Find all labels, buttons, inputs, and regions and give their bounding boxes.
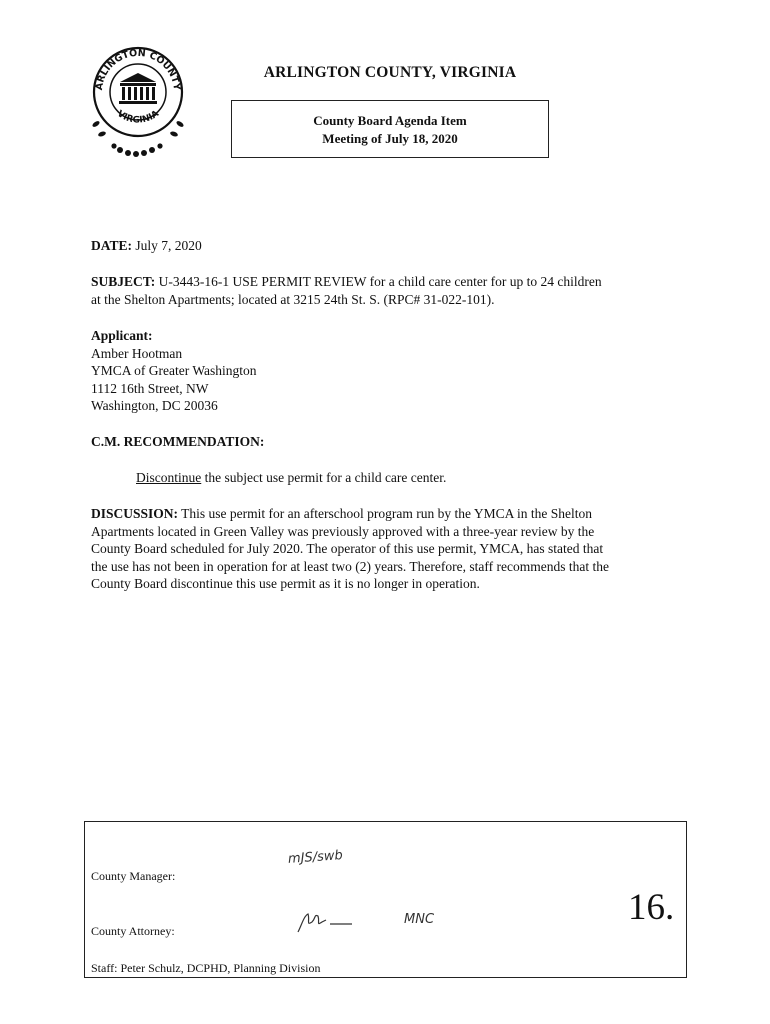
- applicant-name: Amber Hootman: [91, 345, 183, 361]
- county-seal-logo: [86, 46, 190, 164]
- discussion-line-4: the use has not been in operation for at least two (2) years. Therefore, staff recommends that the: [91, 558, 609, 574]
- subject-line-1: U-3443-16-1 USE PERMIT REVIEW for a child care center for up to 24 children: [158, 274, 602, 289]
- courthouse-icon: [119, 73, 157, 104]
- applicant-organization: YMCA of Greater Washington: [91, 363, 257, 378]
- county-manager-label: County Manager:: [91, 869, 176, 883]
- meeting-date: Meeting of July 18, 2020: [322, 131, 458, 146]
- recommendation-action: Discontinue: [136, 470, 202, 485]
- applicant-label: Applicant:: [91, 328, 153, 343]
- subject-label: SUBJECT:: [91, 274, 156, 289]
- county-title: ARLINGTON COUNTY, VIRGINIA: [263, 64, 517, 81]
- county-attorney-signature-icon: [296, 910, 356, 936]
- agenda-item-number: 16.: [628, 887, 675, 928]
- discussion-line-2: Apartments located in Green Valley was previously approved with a three-year review by the: [91, 523, 595, 539]
- seal-bottom-text: VIRGINIA: [115, 108, 161, 126]
- applicant-city: Washington, DC 20036: [91, 398, 218, 413]
- recommendation-rest: the subject use permit for a child care center.: [201, 470, 447, 485]
- subject-line-2: at the Shelton Apartments; located at 3215 24th St. S. (RPC# 31-022-101).: [91, 291, 495, 307]
- agenda-item-box: [231, 100, 549, 158]
- svg-text:VIRGINIA: [115, 109, 161, 126]
- applicant-street: 1112 16th Street, NW: [91, 380, 209, 396]
- signature-box: [84, 821, 687, 978]
- staff-line: Staff: Peter Schulz, DCPHD, Planning Division: [91, 961, 321, 975]
- seal-top-text: ARLINGTON COUNTY: [93, 47, 183, 91]
- county-attorney-initials: MNC: [404, 912, 435, 927]
- date-value: July 7, 2020: [135, 238, 202, 253]
- discussion-line-5: County Board discontinue this use permit as it is no longer in operation.: [91, 576, 480, 591]
- discussion-label: DISCUSSION:: [91, 506, 179, 521]
- discussion-block: [91, 505, 691, 593]
- agenda-item-title: County Board Agenda Item: [313, 113, 467, 128]
- recommendation-text: [136, 469, 446, 487]
- date-line: [91, 237, 202, 255]
- discussion-line-1: This use permit for an afterschool program run by the YMCA in the Shelton: [178, 506, 592, 521]
- date-label: DATE:: [91, 238, 133, 253]
- county-manager-initials: mJS/swb: [287, 848, 344, 867]
- discussion-line-3: County Board scheduled for July 2020. The operator of this use permit, YMCA, has stated that: [91, 541, 604, 556]
- subject-block: [91, 273, 602, 308]
- county-attorney-label: County Attorney:: [91, 924, 175, 938]
- recommendation-label: C.M. RECOMMENDATION:: [91, 434, 265, 449]
- applicant-block: [91, 327, 257, 415]
